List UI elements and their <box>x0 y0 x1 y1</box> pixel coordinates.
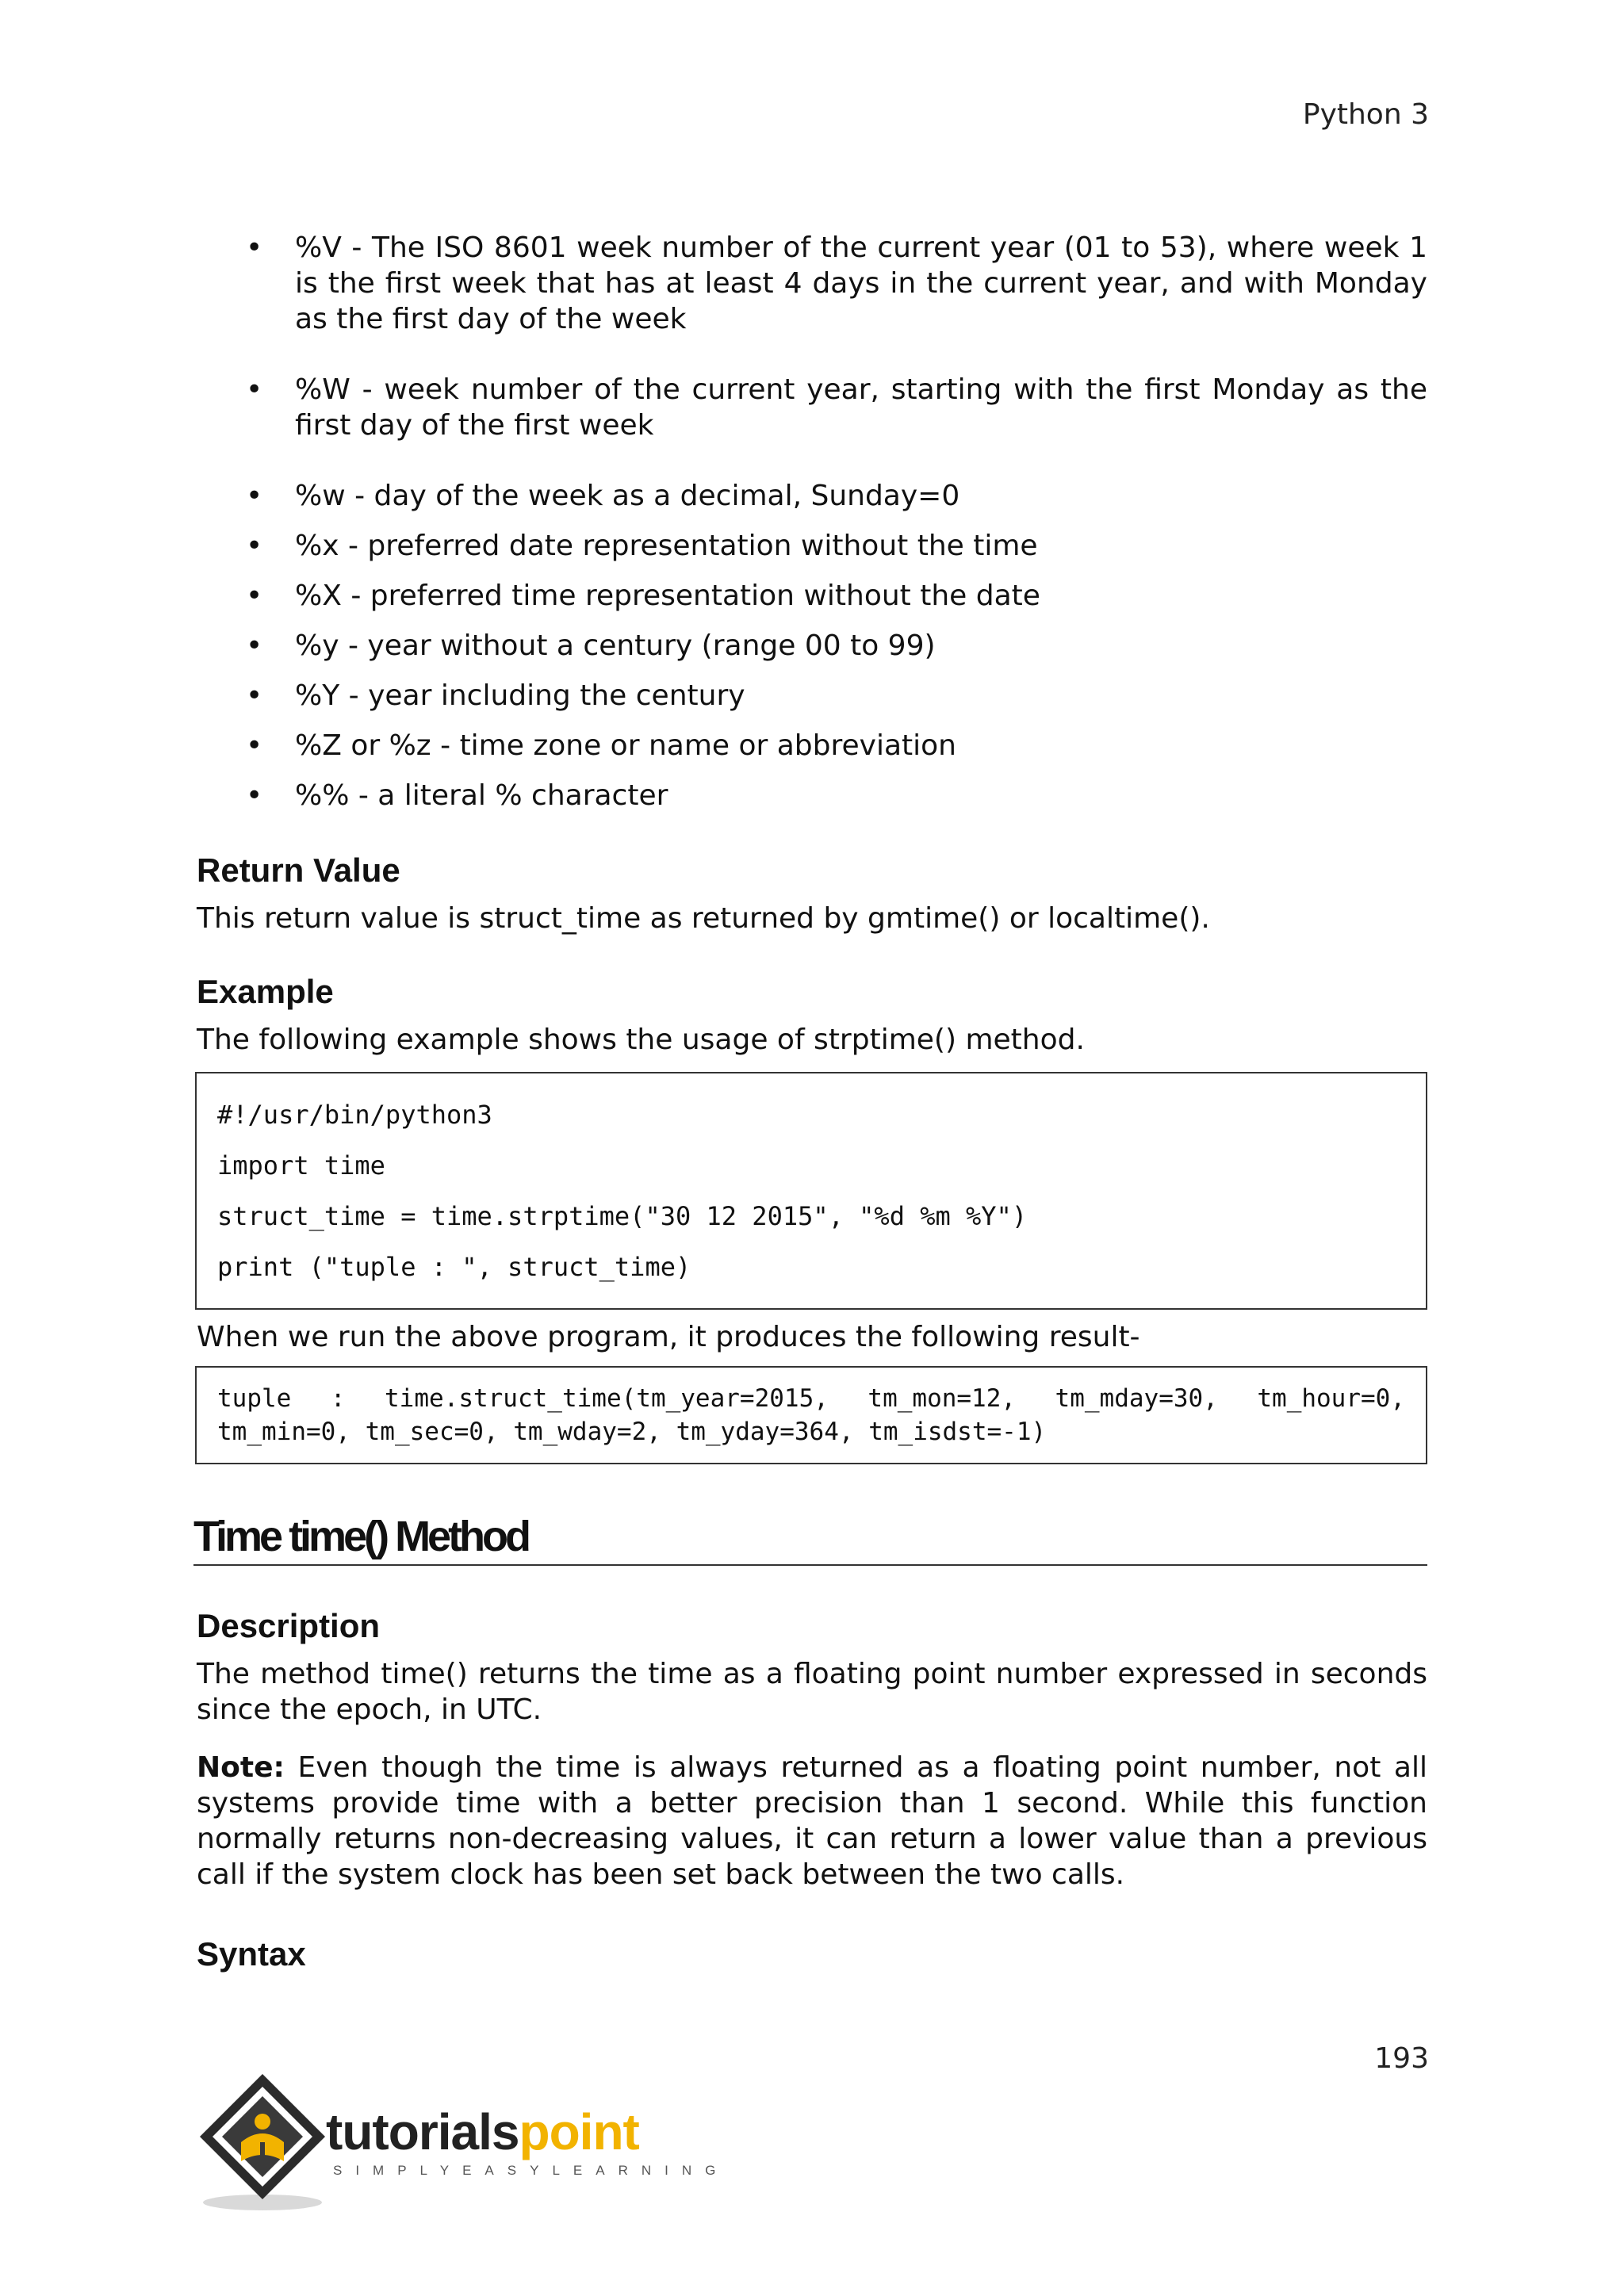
logo-wordmark <box>326 2103 639 2161</box>
code-line: #!/usr/bin/python3 <box>217 1100 492 1130</box>
output-block: tuple : time.struct_time(tm_year=2015, tm_mon=12, tm_mday=30, tm_hour=0, tm_min=0, tm_sec=0, tm_wday=2, tm_yday=364, tm_isdst=-1) <box>195 1366 1427 1464</box>
code-line: print ("tuple : ", struct_time) <box>217 1252 691 1282</box>
page-number: 193 <box>1374 2042 1429 2075</box>
list-item: • %y - year without a century (range 00 to 99) <box>197 628 1427 664</box>
logo-diamond-icon <box>195 2069 330 2212</box>
list-item: • %% - a literal % character <box>197 778 1427 813</box>
tutorialspoint-logo <box>195 2069 730 2212</box>
syntax-heading: Syntax <box>197 1935 306 1973</box>
logo-word-tutorials: tutorials <box>326 2103 519 2160</box>
list-item: • %w - day of the week as a decimal, Sunday=0 <box>197 478 1427 514</box>
description-text: The method time() returns the time as a floating point number expressed in seconds since the epoch, in UTC. <box>197 1658 1427 1726</box>
note-text: Even though the time is always returned as a floating point number, not all systems provide time with a better precision than 1 second. While this function normally returns non-decreasing values, it can return a lower value than a previous call if the system clock has been set back between the two calls. <box>197 1751 1428 1891</box>
chapter-title: Time time() Method <box>193 1512 1427 1566</box>
logo-word-point: point <box>519 2103 639 2160</box>
return-value-text: This return value is struct_time as returned by gmtime() or localtime(). <box>197 902 1210 935</box>
note-paragraph <box>197 1750 1427 1892</box>
example-heading: Example <box>197 973 334 1010</box>
list-item: • %V - The ISO 8601 week number of the current year (01 to 53), where week 1 is the first week that has at least 4 days in the current year, and with Monday as the first day of the week <box>197 230 1427 337</box>
list-item: • %W - week number of the current year, starting with the first Monday as the first day of the first week <box>197 372 1427 443</box>
page-content <box>193 230 1428 1975</box>
code-line: import time <box>217 1150 385 1181</box>
logo-tagline: SIMPLYEASYLEARNING <box>333 2163 730 2178</box>
example-intro: The following example shows the usage of strptime() method. <box>197 1024 1085 1056</box>
code-block <box>195 1072 1427 1310</box>
result-intro: When we run the above program, it produces the following result- <box>197 1321 1140 1353</box>
return-value-heading: Return Value <box>197 851 400 889</box>
note-label: Note: <box>197 1751 285 1784</box>
running-header: Python 3 <box>1302 98 1429 131</box>
list-item: • %Z or %z - time zone or name or abbreviation <box>197 728 1427 763</box>
code-line: struct_time = time.strptime("30 12 2015", "%d %m %Y") <box>217 1201 1028 1231</box>
description-heading: Description <box>197 1607 381 1644</box>
list-item: • %X - preferred time representation without the date <box>197 578 1427 614</box>
list-item: • %Y - year including the century <box>197 678 1427 714</box>
list-item: • %x - preferred date representation without the time <box>197 528 1427 564</box>
format-directive-list <box>197 230 1427 813</box>
